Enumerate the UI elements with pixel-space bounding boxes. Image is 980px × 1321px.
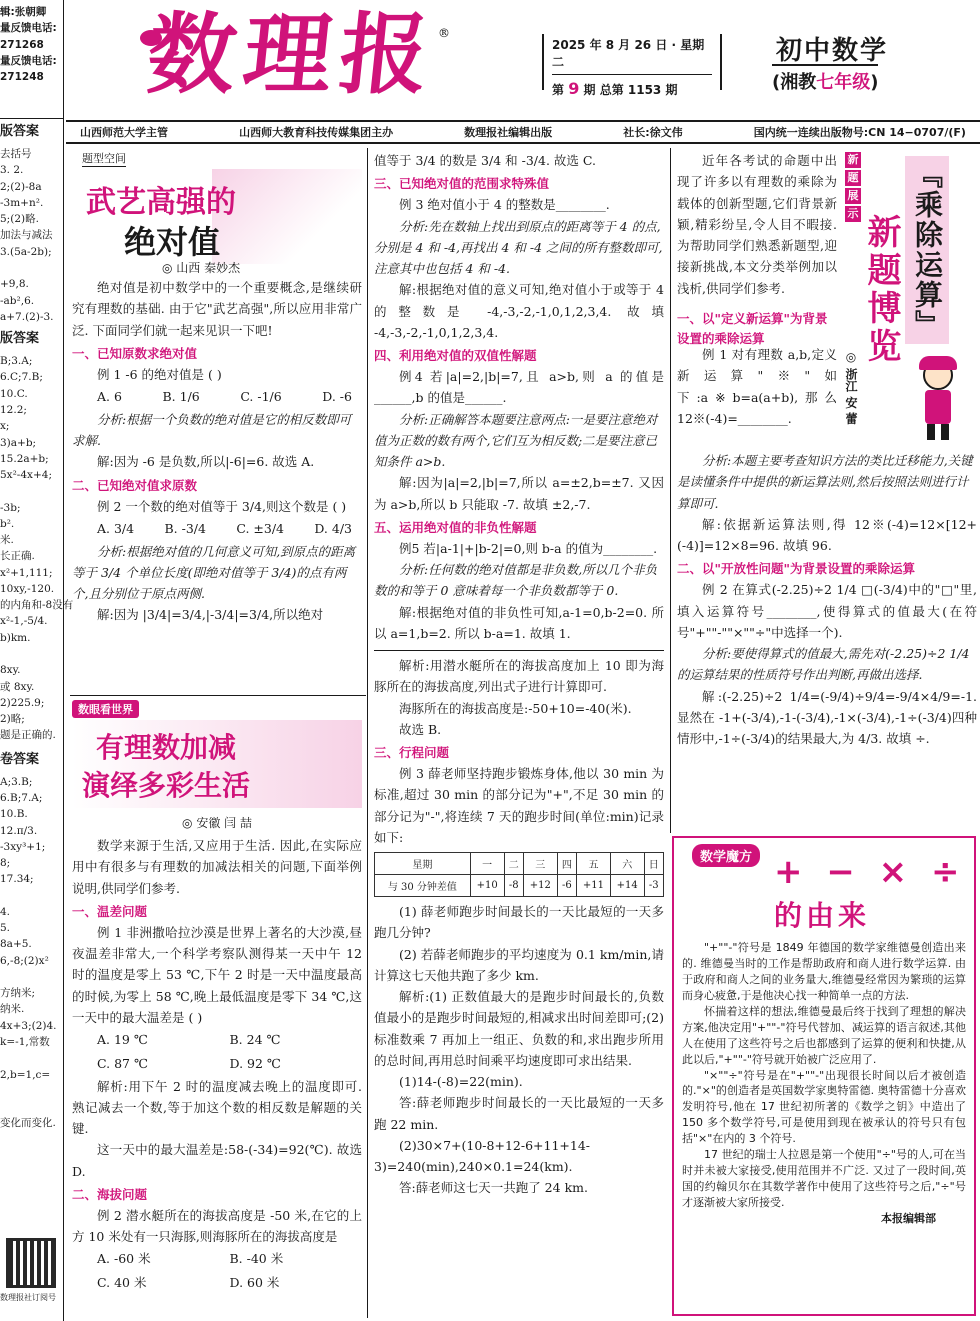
editor-info-line: 量反馈电话: [0, 54, 57, 67]
publisher-info: 山西师大教育科技传媒集团主办 [239, 126, 394, 139]
table-cell: +14 [610, 875, 644, 897]
article-title-1: 有理数加减 [96, 731, 237, 764]
table-header-cell: 日 [644, 853, 663, 875]
answer-line: 3)a+b; [0, 436, 37, 449]
answer-line: 2)略; [0, 713, 25, 726]
answer-line: 去括号 [0, 148, 32, 161]
running-time-table [374, 852, 664, 897]
left-answer-strip [0, 0, 74, 1321]
section-heading: 五、运用绝对值的非负性解题 [374, 519, 537, 535]
example-2: 例 2 一个数的绝对值等于 3/4,则这个数是 ( ) [97, 498, 347, 514]
subject-title: 初中数学 [776, 36, 889, 66]
answer-line: 长正确. [0, 550, 35, 563]
table-header-cell: 一 [470, 853, 504, 875]
registered-mark: ® [438, 26, 450, 40]
answer-line: 4. [0, 905, 11, 918]
answer-line: -3b; [0, 501, 21, 514]
example-1: 例 1 对有理数 a,b,定义新运算"※"如下:a※b=a(a+b),那么 12※(-4)=________. [677, 347, 837, 426]
answer-line: 方纳米; [0, 987, 36, 1000]
option: B. -3/4 [164, 520, 206, 536]
box-title: 的由来 [774, 899, 871, 932]
article-absolute-value [72, 150, 362, 690]
article-rational-numbers [72, 700, 362, 1318]
side-title: 『乘除运算』 [905, 156, 949, 344]
answer-line: 2;(2)-8a [0, 180, 42, 193]
table-header-cell: 五 [577, 853, 611, 875]
example-5: 例5 若|a-1|+|b-2|=0,则 b-a 的值为________. [399, 540, 658, 556]
answer-heading-1: 版答案 [0, 124, 40, 139]
editor-signature: 本报编辑部 [881, 1211, 936, 1225]
example-2: 例 2 在算式(-2.25)÷2 1/4 □(-3/4)中的"□"里,填入运算符号________,使得算式的值最大(在符号"+""-""×""÷"中选择一个). [677, 582, 977, 640]
intro-text: 近年各考试的命题中出现了许多以有理数的乘除为载体的创新型题,它们背景新颖,精彩纷呈,令人目不暇接. 为帮助同学们熟悉新题型,迎接新挑战,本文分类举例加以浅析,供同学们参考. [677, 153, 837, 296]
article-title-2: 演绎多彩生活 [82, 769, 251, 802]
example-2-options [72, 1247, 362, 1295]
option: C. 40 米 [97, 1275, 147, 1290]
answer-line: 12.2; [0, 404, 27, 416]
example-1: 例 1 -6 的绝对值是 ( ) [97, 366, 222, 382]
option: C. -1/6 [240, 389, 282, 404]
answer-line [0, 260, 64, 276]
table-header-cell: 六 [610, 853, 644, 875]
table-cell: -6 [557, 875, 576, 897]
answer-line: 3.(5a-2b); [0, 245, 52, 258]
answer-line: 8xy. [0, 664, 21, 677]
section-heading: 二、以"开放性问题"为背景设置的乘除运算 [677, 561, 916, 577]
answer-line: B;3.A; [0, 355, 33, 368]
option: A. 19 ℃ [97, 1032, 148, 1047]
table-header-cell: 四 [557, 853, 576, 875]
answer-line: 10.C. [0, 387, 28, 400]
editor-info-line: 271268 [0, 38, 44, 51]
issue-date: 2025 年 8 月 26 日 · 星期二 [552, 36, 712, 75]
answer-line: 15.2a+b; [0, 452, 49, 465]
solution-1: (1)14-(-8)=22(min). [399, 1074, 523, 1089]
answer-line: 或 8xy. [0, 680, 35, 693]
option: A. 3/4 [97, 520, 135, 536]
answer-line: 3. 2. [0, 164, 24, 177]
answer-line: -3m+n². [0, 196, 44, 209]
section-heading: 三、已知绝对值的范围求特殊值 [374, 176, 550, 192]
option: A. 6 [97, 389, 122, 404]
example-4: 例4 若|a|=2,|b|=7,且 a>b,则 a 的值是______,b 的值是______. [374, 369, 664, 406]
answer-line: 6.B;7.A; [0, 791, 43, 804]
answer-line: 米. [0, 534, 14, 547]
answer-line [0, 646, 64, 662]
option: B. 24 ℃ [229, 1032, 281, 1047]
example-2-solution: 解:(-2.25)÷2 1/4=(-9/4)÷9/4=-9/4×4/9=-1. 显然在 -1+(-3/4),-1-(-3/4),-1×(-3/4),-1÷(-3/4)四种情形中,-1÷(-3/4)的结果最大,为 4/3. 故填 ÷. [677, 688, 977, 746]
section-heading: 二、海拔问题 [72, 1186, 148, 1202]
tag-char: 题 [845, 170, 861, 186]
article-author: ◎ 山西 秦妙杰 [162, 261, 241, 275]
answer-line: 8; [0, 857, 11, 870]
publisher-info: 数理报社编辑出版 [464, 126, 553, 139]
example-1-analysis: 解析:用下午 2 时的温度减去晚上的温度即可. 熟记减去一个数,等于加这个数的相反数是解题的关键. [72, 1078, 362, 1136]
answer-line: +9,8. [0, 278, 29, 291]
section-heading: 一、温差问题 [72, 903, 148, 919]
answer-line: 4x+3;(2)4. [0, 1019, 57, 1032]
example-2-answer: 故选 B. [399, 721, 442, 737]
tag-char: 新 [845, 152, 861, 168]
table-cell: -3 [644, 875, 663, 897]
edition: (湘教七年级) [772, 64, 878, 94]
answer-heading-2: 版答案 [0, 331, 40, 347]
section-heading: 一、已知原数求绝对值 [72, 345, 198, 361]
table-cell: +10 [470, 875, 504, 897]
example-1-solution: 解:依据新运算法则,得 12※(-4)=12×[12+(-4)]=12×8=96. 故填 96. [677, 516, 977, 553]
answer-line: 12.π/3. [0, 824, 38, 837]
answer-line [0, 1050, 64, 1066]
answer-line: b)km. [0, 631, 31, 644]
example-3-solution: 解:根据绝对值的意义可知,绝对值小于或等于 4 的整数是 -4,-3,-2,-1,0,1,2,3,4. 故填 -4,-3,-2,-1,0,1,2,3,4. [374, 282, 664, 340]
table-row [375, 875, 664, 897]
table-cell: +11 [577, 875, 611, 897]
answer-2: 答:薛老师这七天一共跑了 24 km. [399, 1180, 588, 1196]
answer-line [0, 1083, 64, 1099]
answer-line: 17.34; [0, 873, 34, 886]
example-2: 例 2 潜水艇所在的海拔高度是 -50 米,在它的上方 10 米处有一只海豚,则海豚所在的海拔高度是 [72, 1207, 362, 1244]
example-1-analysis: 分析:本题主要考查知识方法的类比迁移能力,关键是读懂条件中提供的新运算法则,然后按照法则进行计算即可. [677, 453, 973, 511]
table-header-cell: 二 [504, 853, 523, 875]
issue-number: 第 9 期 总第 1153 期 [552, 79, 678, 98]
answer-line [0, 1099, 64, 1115]
table-header-cell: 星期 [375, 853, 471, 875]
editor-info-line: 271248 [0, 71, 44, 84]
answer-line: 5;(2)略. [0, 213, 39, 226]
example-3-analysis: 解析:(1) 正数值最大的是跑步时间最长的,负数值最小的是跑步时间最短的,相减求出时间差即可;(2) 标准数乘 7 再加上一组正、负数的和,求出跑步所用的总时间,再用总时间乘平均速度即可求出结果. [374, 989, 664, 1068]
article-author: ◎ 安徽 闫 喆 [182, 816, 252, 830]
answer-line: 题是正确的. [0, 729, 56, 742]
answer-line: a+7.(2)-3. [0, 310, 54, 323]
article-author: ◎ 浙江 安 蕾 [844, 350, 858, 425]
table-cell: 与 30 分钟差值 [375, 875, 471, 897]
question-1: (1) 薛老师跑步时间最长的一天比最短的一天多跑几分钟? [374, 904, 664, 941]
new-question-tag [845, 152, 861, 222]
article-multiply-divide [677, 150, 977, 830]
answer-line: 加法与减法 [0, 229, 53, 242]
example-1-analysis: 分析:根据一个负数的绝对值是它的相反数即可求解. [72, 411, 352, 448]
answer-line: 5. [0, 922, 11, 935]
intro-text: 绝对值是初中数学中的一个重要概念,是继续研究有理数的基础. 由于它"武艺高强",所以应用非常广泛. 下面同学们就一起来见识一下吧! [72, 280, 362, 338]
example-2-analysis: 分析:根据绝对值的几何意义可知,到原点的距离等于 3/4 个单位长度(即绝对值等于 3/4)的点有两个,且分别位于原点两侧. [72, 543, 356, 601]
answer-list-3 [0, 774, 64, 1132]
publisher-bar [66, 123, 980, 141]
example-3-analysis: 分析:先在数轴上找出到原点的距离等于 4 的点,分别是 4 和 -4,再找出 4 和 -4 之间的所有整数即可,注意其中也包括 4 和 -4. [374, 218, 663, 276]
article-banner [72, 720, 362, 808]
answer-line: 2)225.9; [0, 696, 45, 709]
option: C. 87 ℃ [97, 1055, 148, 1071]
option: A. -60 米 [97, 1251, 151, 1267]
answer-line: 的内角和-8没有 [0, 599, 74, 612]
section-heading: 一、以"定义新运算"为背景设置的乘除运算 [677, 311, 828, 346]
answer-line: x; [0, 420, 10, 433]
answer-list-2 [0, 353, 74, 743]
cartoon-figure-icon [913, 360, 963, 440]
publisher-info: 山西师范大学主管 [80, 126, 168, 139]
example-2-analysis: 分析:要使得算式的值最大,需先对(-2.25)÷2 1/4 的运算结果的性质符号作出判断,再做出选择. [677, 646, 970, 683]
option: D. 4/3 [314, 520, 352, 536]
option: C. ±3/4 [236, 520, 284, 536]
column-2 [374, 150, 664, 1318]
example-2-options [72, 517, 362, 541]
answer-heading-3: 卷答案 [0, 751, 40, 767]
example-1-options [72, 385, 362, 409]
answer-line: x²+1,111; [0, 566, 53, 579]
answer-line: 纳米. [0, 1003, 25, 1016]
answer-line [0, 483, 64, 499]
intro-text: 数学来源于生活,又应用于生活. 因此,在实际应用中有很多与有理数的加减法相关的问题,下面举例说明,供同学们参考. [72, 838, 362, 896]
example-3: 例 3 薛老师坚持跑步锻炼身体,他以 30 min 为标准,超过 30 min 的部分记为"+",不足 30 min 的部分记为"-",将连续 7 天的跑步时间(单位:min)记录如下: [374, 766, 664, 845]
section-heading: 四、利用绝对值的双值性解题 [374, 348, 537, 363]
section-heading: 三、行程问题 [374, 745, 450, 760]
issue-box [542, 34, 722, 98]
answer-line: 10.B. [0, 808, 28, 821]
publisher-info: 国内统一连续出版物号:CN 14−0707/(F) [753, 126, 966, 139]
example-2-solution: 海豚所在的海拔高度是:-50+10=-40(米). [399, 700, 632, 716]
example-5-solution: 解:根据绝对值的非负性可知,a-1=0,b-2=0. 所以 a=1,b=2. 所以 b-a=1. 故填 1. [374, 604, 664, 641]
question-2: (2) 若薛老师跑步的平均速度为 0.1 km/min,请计算这七天他共跑了多少 km. [374, 946, 664, 983]
example-3: 例 3 绝对值小于 4 的整数是________. [399, 197, 610, 213]
editor-info-line: 辑:张朝卿 [0, 6, 47, 18]
answer-line: 变化而变化. [0, 1117, 56, 1130]
column-tag: 数学魔方 [692, 844, 760, 867]
editor-info [0, 0, 63, 85]
example-5-analysis: 分析:任何数的绝对值都是非负数,所以几个非负数的和等于 0 意味着每一个非负数都等于 0. [374, 562, 658, 599]
editor-info-line: 量反馈电话: [0, 22, 57, 35]
answer-line: 10xy,-120. [0, 582, 55, 595]
operator-symbols: + − × ÷ [774, 852, 966, 892]
example-2-analysis: 解析:用潜水艇所在的海拔高度加上 10 即为海豚所在的海拔高度,列出式子进行计算即可. [374, 658, 664, 695]
example-1: 例 1 非洲撒哈拉沙漠是世界上著名的大沙漠,昼夜温差非常大,一个科学考察队测得某一天中午 12 时的温度是零上 53 ℃,下午 2 时是一天中温度最高的时候,为零上 58 ℃,晚上最低温度是零下 34 ℃,这一天中的最大温差是 ( ) [72, 924, 362, 1025]
continuation-text: 值等于 3/4 的数是 3/4 和 -3/4. 故选 C. [374, 153, 596, 168]
answer-line: 5x²-4x+4; [0, 469, 52, 482]
answer-list-1 [0, 146, 64, 325]
qr-code [6, 1238, 56, 1288]
article-title-2: 绝对值 [124, 223, 221, 261]
history-paragraph-3: "×""÷"符号是在"+""-"出现很长时间以后才被创造的."×"的创造者是英国数学家奥特雷德. 奥特雷德十分喜欢发明符号,他在 17 世纪初所著的《数学之钥》中造出了 150 多个数学符号,可是使用到现在被承认的符号只有包括"×"在内的 3 个符号. [682, 1068, 966, 1146]
answer-line [0, 969, 64, 985]
history-paragraph-2: 怀揣着这样的想法,维德曼最后终于找到了理想的解决方案,他决定用"+""-"符号代替加、减运算的语言叙述,其他人在使用了这些符号之后也都感到了运算的便利和快捷,从此以后,"+""-"符号就开始被广泛应用了. [682, 1004, 966, 1066]
tag-char: 示 [845, 206, 861, 222]
option: D. -6 [322, 389, 352, 404]
answer-line: -ab²,6. [0, 294, 35, 307]
history-paragraph-4: 17 世纪的瑞士人拉恩是第一个使用"÷"号的人,可在当时并未被大家接受,使用范围并不广泛. 又过了一段时间,英国的约翰贝尔在其数学著作中使用了这些符号之后,"÷"号才逐渐被大家所接受. [682, 1148, 966, 1209]
solution-2: (2)30×7+(10-8+12-6+11+14-3)=240(min),240×0.1=24(km). [374, 1137, 591, 1174]
answer-line: 6.C;7.B; [0, 371, 43, 384]
tag-char: 展 [845, 188, 861, 204]
column-tag: 数眼看世界 [72, 700, 139, 718]
column-tag: 题型空间 [82, 152, 126, 165]
history-paragraph-1: "+""-"符号是 1849 年德国的数学家维德曼创造出来的. 维德曼当时的工作是帮助政府和商人进行数学运算. 由于政府和商人之间的业务量大,维德曼经常因为繁琐的运算而身心疲惫,于是他决心找一种简单一点的方法. [682, 941, 966, 1002]
table-header-row [375, 853, 664, 875]
table-cell: +12 [523, 875, 557, 897]
example-1-solution: 这一天中的最大温差是:58-(-34)=92(℃). 故选 D. [72, 1142, 362, 1179]
article-title-1: 武艺高强的 [86, 185, 236, 220]
option: D. 92 ℃ [229, 1055, 281, 1071]
answer-line: b². [0, 517, 15, 530]
option: D. 60 米 [229, 1275, 280, 1290]
example-1-options [72, 1028, 362, 1076]
answer-line: x²-1,-5/4. [0, 615, 48, 628]
answer-1: 答:薛老师跑步时间最长的一天比最短的一天多跑 22 min. [374, 1095, 664, 1132]
qr-label: 数理报社订阅号 [0, 1293, 56, 1302]
article-banner [72, 169, 362, 275]
newspaper-logo: 数理报 [142, 2, 442, 106]
table-cell: -8 [504, 875, 523, 897]
answer-line: 8a+5. [0, 938, 32, 951]
publisher-info: 社长:徐文伟 [623, 126, 683, 139]
option: B. -40 米 [229, 1251, 284, 1267]
section-heading: 二、已知绝对值求原数 [72, 477, 198, 493]
answer-line: 2,b=1,c= [0, 1068, 51, 1081]
example-2-solution: 解:因为 |3/4|=3/4,|-3/4|=3/4,所以绝对 [97, 607, 324, 623]
example-1-solution: 解:因为 -6 是负数,所以|-6|=6. 故选 A. [97, 454, 315, 470]
answer-line: -3xy³+1; [0, 840, 46, 853]
math-magic-box [672, 836, 976, 1316]
answer-line: 6,-8;(2)x² [0, 954, 49, 967]
side-subtitle: 新题博览 [861, 214, 901, 366]
answer-line [0, 888, 64, 904]
masthead [66, 0, 980, 126]
answer-line: k=-1,常数 [0, 1035, 50, 1048]
example-4-analysis: 分析:正确解答本题要注意两点:一是要注意绝对值为正数的数有两个,它们互为相反数;二是要注意已知条件 a>b. [374, 411, 658, 469]
table-header-cell: 三 [523, 853, 557, 875]
example-4-solution: 解:因为|a|=2,|b|=7,所以 a=±2,b=±7. 又因为 a>b,所以 b 只能取 -7. 故填 ±2,-7. [374, 475, 664, 512]
option: B. 1/6 [162, 389, 200, 404]
answer-line: A;3.B; [0, 775, 33, 788]
